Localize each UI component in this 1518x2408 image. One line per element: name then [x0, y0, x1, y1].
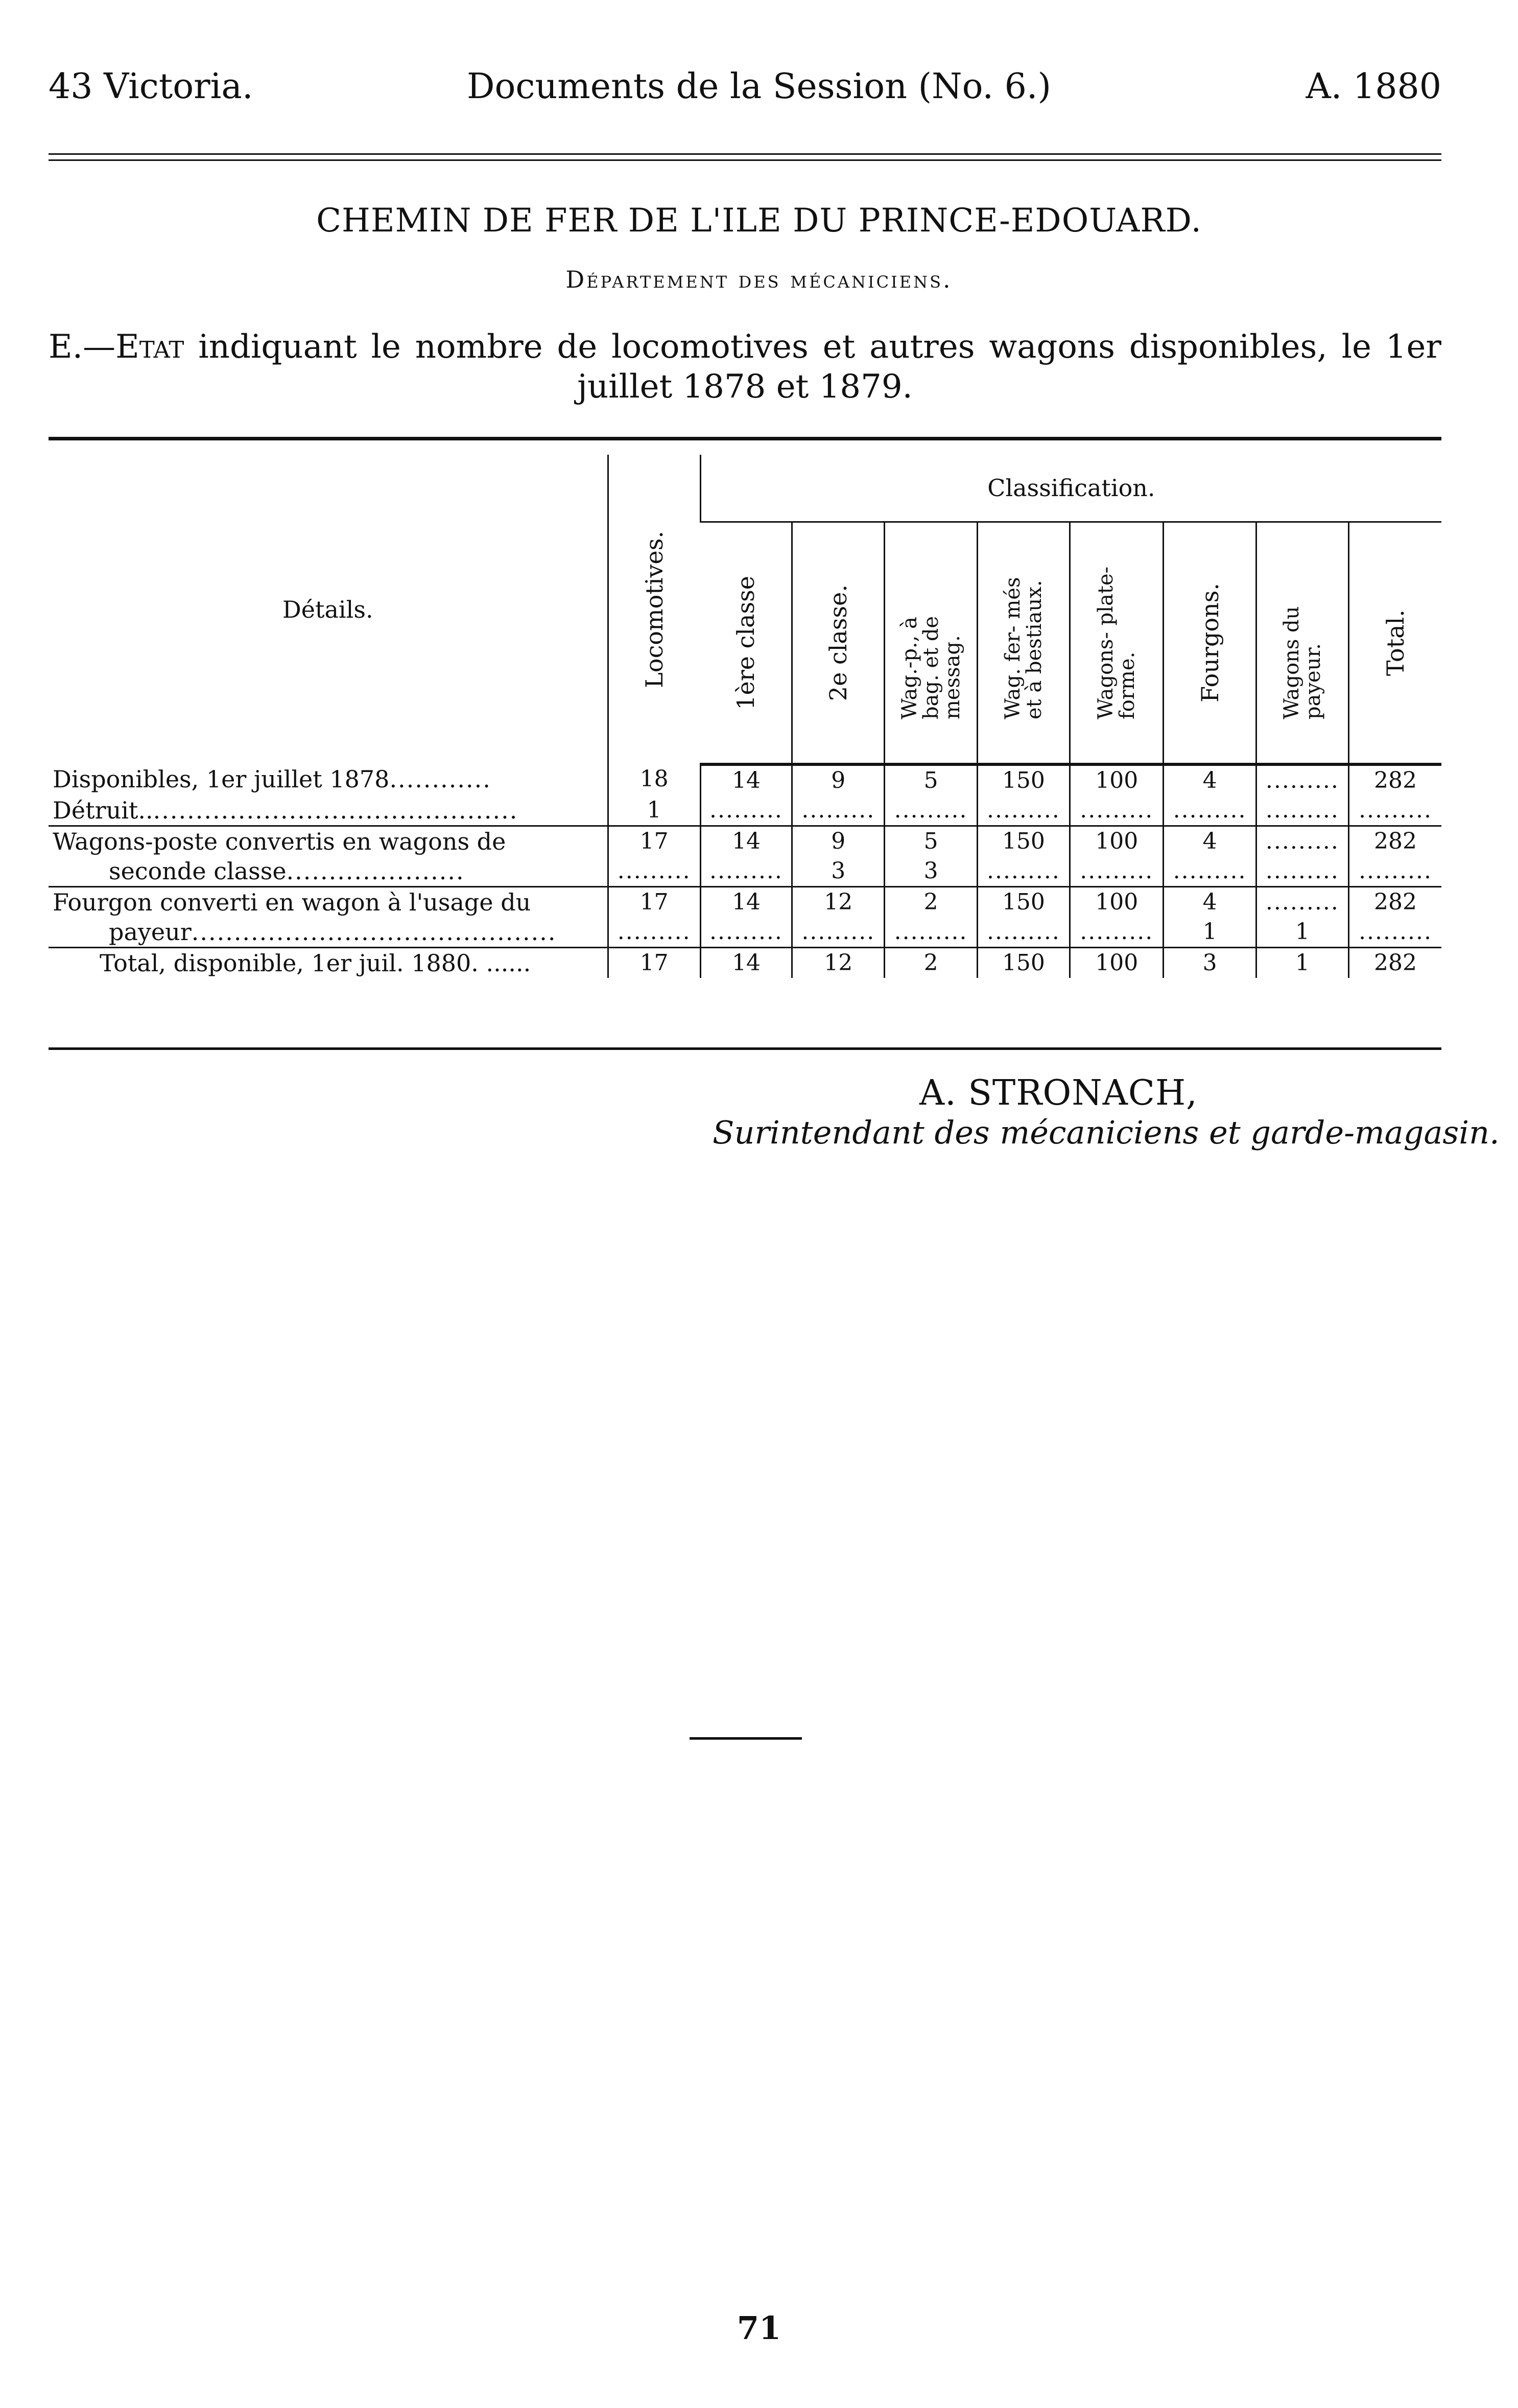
document-title: CHEMIN DE FER DE L'ILE DU PRINCE-EDOUARD.	[316, 202, 1202, 240]
classification-header: Classification.	[700, 455, 1441, 522]
table-row	[49, 826, 1441, 857]
table-cell: 12	[792, 948, 885, 978]
table-cell: .........	[1256, 796, 1348, 826]
signature-title: Surintendant des mécaniciens et garde-magasin.	[713, 1114, 1500, 1151]
table-cell: .........	[977, 796, 1070, 826]
table-cell: .........	[1256, 856, 1348, 887]
table-cell: .........	[792, 917, 885, 948]
header-left: 43 Victoria.	[49, 66, 253, 107]
table-cell: 14	[700, 764, 792, 796]
table-cell: .........	[700, 856, 792, 887]
table-cell: 12	[792, 887, 885, 918]
table-cell: 18	[608, 764, 700, 796]
table-cell: 100	[1070, 887, 1164, 918]
table-cell: .........	[1070, 856, 1164, 887]
closing-rule	[690, 1737, 802, 1740]
col-header-2e-classe: 2e classe.	[792, 522, 885, 765]
table-cell: 14	[700, 948, 792, 978]
table-cell: .........	[1349, 796, 1441, 826]
document-subtitle: Département des mécaniciens.	[565, 266, 953, 293]
etat-prefix: E.—	[49, 328, 116, 366]
table-cell: 150	[977, 764, 1070, 796]
etat-smallcaps: Etat	[115, 328, 184, 366]
table-cell: 150	[977, 826, 1070, 857]
table-cell: 5	[885, 764, 977, 796]
col-header-total: Total.	[1349, 522, 1441, 765]
table-cell: 150	[977, 948, 1070, 978]
table-cell: .........	[792, 796, 885, 826]
header-rule-bottom	[49, 159, 1441, 161]
table-cell: 1	[1256, 948, 1348, 978]
table-cell: .........	[885, 796, 977, 826]
col-header-wag-fermes: Wag. fer- més et à bestiaux.	[977, 522, 1070, 765]
table-cell: 282	[1349, 826, 1441, 857]
header-right: A. 1880	[1306, 66, 1441, 107]
table-cell: .........	[977, 917, 1070, 948]
table-cell: 3	[885, 856, 977, 887]
table-row	[49, 764, 1441, 796]
table-cell: 3	[792, 856, 885, 887]
row-label: Fourgon converti en wagon à l'usage du	[53, 889, 531, 916]
row-label: payeur...........................................	[49, 917, 608, 948]
table-cell: 100	[1070, 826, 1164, 857]
header-rule-top	[49, 153, 1441, 155]
table-top-rule	[49, 437, 1441, 440]
header-center: Documents de la Session (No. 6.)	[466, 66, 1052, 107]
etat-paragraph	[49, 327, 1441, 407]
table-cell: .........	[608, 856, 700, 887]
table-cell: 4	[1164, 826, 1256, 857]
table-cell: 4	[1164, 764, 1256, 796]
table-cell: 150	[977, 887, 1070, 918]
table-cell: .........	[700, 917, 792, 948]
page-number: 71	[737, 2309, 781, 2347]
table-cell: 3	[1164, 948, 1256, 978]
table-cell: .........	[977, 856, 1070, 887]
table-cell: .........	[1164, 856, 1256, 887]
table-cell: 14	[700, 887, 792, 918]
table-cell: 9	[792, 764, 885, 796]
table-cell: 9	[792, 826, 885, 857]
etat-text: indiquant le nombre de locomotives et autres wagons disponibles, le 1er juillet 1878 et 1879.	[184, 328, 1441, 406]
table-row	[49, 856, 1441, 887]
table-cell: .........	[1070, 917, 1164, 948]
table-row	[49, 917, 1441, 948]
total-row	[49, 948, 1441, 978]
table-cell: 100	[1070, 948, 1164, 978]
table-cell: .........	[1070, 796, 1164, 826]
table-cell: .........	[608, 917, 700, 948]
table-cell: 1	[1256, 917, 1348, 948]
table-cell: .........	[1349, 917, 1441, 948]
col-header-1ere-classe: 1ère classe	[700, 522, 792, 765]
table-cell: 100	[1070, 764, 1164, 796]
table-bottom-rule	[49, 1047, 1441, 1050]
table-cell: 1	[608, 796, 700, 826]
table-cell: .........	[885, 917, 977, 948]
col-header-fourgons: Fourgons.	[1164, 522, 1256, 765]
col-header-wagons-payeur: Wagons du payeur.	[1256, 522, 1348, 765]
row-label: seconde classe.....................	[49, 856, 608, 887]
table-cell: .........	[1349, 856, 1441, 887]
table-cell: .........	[700, 796, 792, 826]
table-cell: .........	[1256, 887, 1348, 918]
table-cell: 17	[608, 948, 700, 978]
table-cell: 282	[1349, 948, 1441, 978]
table-cell: 5	[885, 826, 977, 857]
table-cell: 282	[1349, 887, 1441, 918]
locomotives-table	[49, 455, 1441, 978]
row-label: Disponibles, 1er juillet 1878............	[53, 765, 491, 793]
table-cell: 14	[700, 826, 792, 857]
table-row	[49, 887, 1441, 918]
table-cell: 2	[885, 948, 977, 978]
table-cell: 4	[1164, 887, 1256, 918]
table-cell: .........	[1164, 796, 1256, 826]
signature-name: A. STRONACH,	[919, 1073, 1198, 1113]
table-cell: 2	[885, 887, 977, 918]
table-cell: 17	[608, 826, 700, 857]
table-cell: .........	[1256, 764, 1348, 796]
table-cell: .........	[1256, 826, 1348, 857]
table-row	[49, 796, 1441, 826]
locomotives-header: Locomotives.	[608, 455, 700, 764]
col-header-wag-bagages: Wag.-p., à bag. et de messag.	[885, 522, 977, 765]
details-header: Détails.	[282, 596, 373, 623]
col-header-plate-forme: Wagons- plate- forme.	[1070, 522, 1164, 765]
total-label: Total, disponible, 1er juil. 1880. ......	[100, 949, 531, 977]
table-cell: 282	[1349, 764, 1441, 796]
table-cell: 1	[1164, 917, 1256, 948]
table-cell: 17	[608, 887, 700, 918]
row-label: Wagons-poste convertis en wagons de	[53, 828, 506, 855]
row-label: Détruit.............................................	[49, 796, 608, 826]
